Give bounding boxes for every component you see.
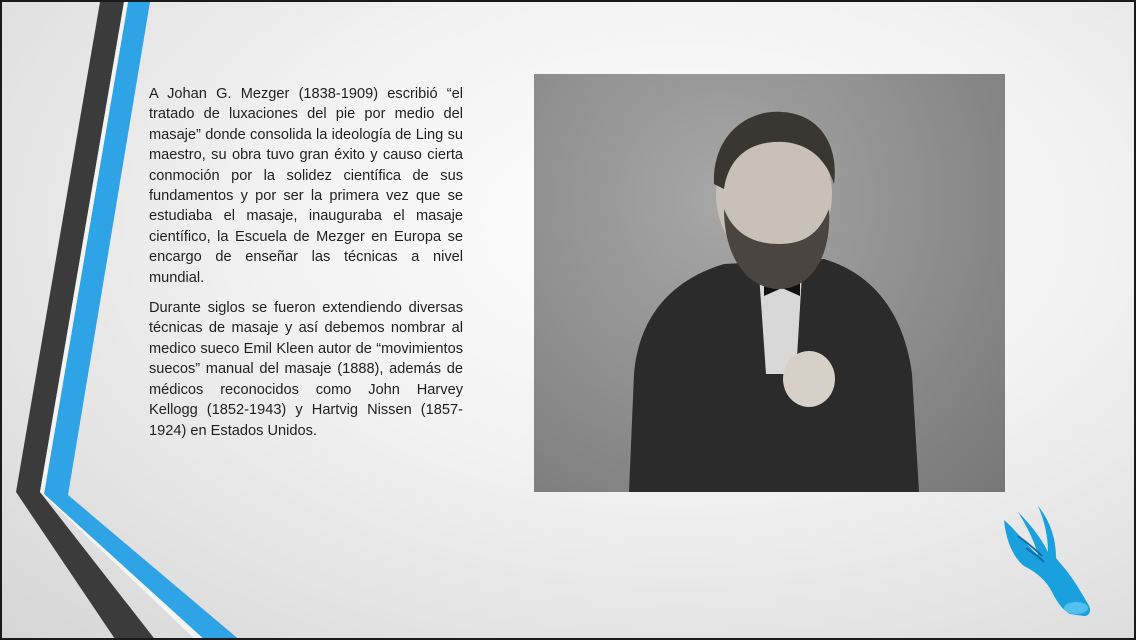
winged-foot-logo-icon bbox=[996, 500, 1100, 622]
portrait-photo bbox=[534, 74, 1005, 492]
paragraph-mezger: A Johan G. Mezger (1838-1909) escribió “el tratado de luxaciones del pie por medio del masaje” donde consolida la ideología de Ling su maestro, su obra tuvo gran éxito y causo cierta conmoción por la solidez científica de sus fundamentos y por ser la primera vez que se estudiaba el masaje, inauguraba el masaje científico, la Escuela de Mezger en Europa se encargo de enseñar las técnicas a nivel mundial. bbox=[149, 86, 463, 286]
portrait-hand bbox=[783, 351, 835, 407]
paragraph-kleen: Durante siglos se fueron extendiendo diversas técnicas de masaje y así debemos nombrar al medico sueco Emil Kleen autor de “movimientos suecos” manual del masaje (1888), además de médicos reconocidos como John Harvey Kellogg (1852-1943) y Hartvig Nissen (1857-1924) en Estados Unidos. bbox=[149, 300, 463, 439]
body-text bbox=[149, 84, 463, 451]
